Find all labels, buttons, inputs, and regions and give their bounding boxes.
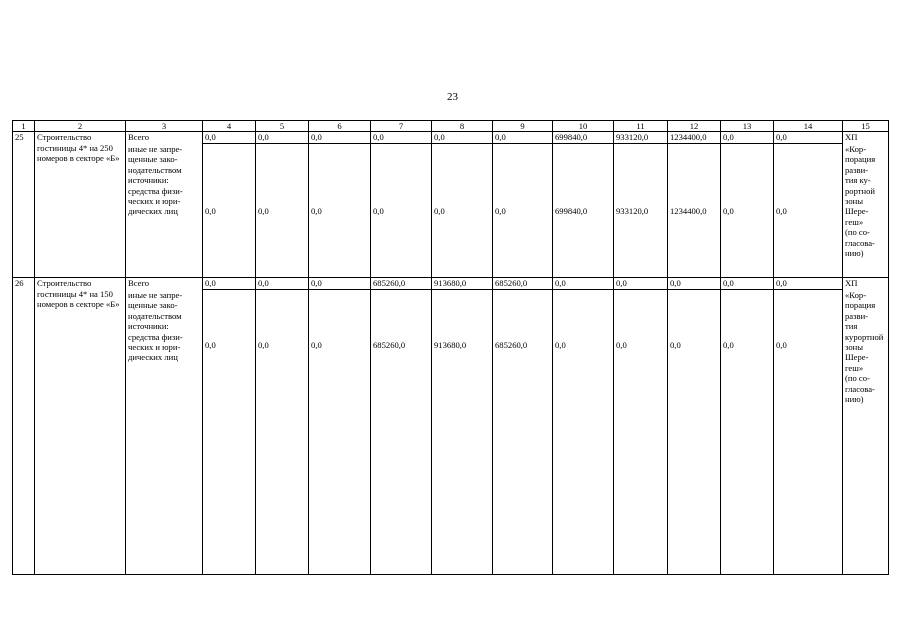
table-row xyxy=(13,144,889,278)
value-cell: 0,0 xyxy=(721,278,774,290)
measure-name: Строительство гостиницы 4* на 150 номеров в секторе «Б» xyxy=(35,278,126,575)
value-cell: 685260,0 xyxy=(493,290,553,575)
value-cell: 0,0 xyxy=(774,278,843,290)
value-cell: 0,0 xyxy=(553,278,614,290)
value-cell: 0,0 xyxy=(668,290,721,575)
value-cell: 0,0 xyxy=(614,278,668,290)
header-cell: 3 xyxy=(126,121,203,132)
header-cell: 6 xyxy=(309,121,371,132)
header-row xyxy=(13,121,889,132)
value-cell: 0,0 xyxy=(309,144,371,278)
value-cell: 685260,0 xyxy=(371,278,432,290)
value-cell: 1234400,0 xyxy=(668,132,721,144)
value-cell: 0,0 xyxy=(432,144,493,278)
table-row xyxy=(13,278,889,290)
value-cell: 0,0 xyxy=(721,290,774,575)
value-cell: 933120,0 xyxy=(614,144,668,278)
executor-body: «Кор- порация разви- тия ку- рортной зоны Шере- геш» (по со- гласова- нию) xyxy=(843,144,889,278)
value-cell: 0,0 xyxy=(493,132,553,144)
header-cell: 11 xyxy=(614,121,668,132)
value-cell: 0,0 xyxy=(256,278,309,290)
source-other-label: иные не запре-щенные зако-нодательством источники: средства физи-ческих и юри-дических лиц xyxy=(126,290,203,575)
header-cell: 12 xyxy=(668,121,721,132)
value-cell: 685260,0 xyxy=(493,278,553,290)
executor-body: «Кор- порация разви- тия курортной зоны Шере- геш» (по со- гласова- нию) xyxy=(843,290,889,575)
header-cell: 14 xyxy=(774,121,843,132)
value-cell: 0,0 xyxy=(256,144,309,278)
source-other-label: иные не запре-щенные зако-нодательством источники: средства физи-ческих и юри-дических лиц xyxy=(126,144,203,278)
value-cell: 0,0 xyxy=(203,290,256,575)
source-total-label: Всего xyxy=(126,132,203,144)
value-cell: 0,0 xyxy=(721,132,774,144)
header-cell: 7 xyxy=(371,121,432,132)
value-cell: 933120,0 xyxy=(614,132,668,144)
value-cell: 913680,0 xyxy=(432,290,493,575)
measure-name: Строительство гостиницы 4* на 250 номеров в секторе «Б» xyxy=(35,132,126,278)
value-cell: 0,0 xyxy=(203,132,256,144)
table-row xyxy=(13,132,889,144)
value-cell: 0,0 xyxy=(774,132,843,144)
value-cell: 699840,0 xyxy=(553,132,614,144)
value-cell: 0,0 xyxy=(614,290,668,575)
value-cell: 0,0 xyxy=(309,132,371,144)
executor-title: ХП xyxy=(843,132,889,144)
header-cell: 8 xyxy=(432,121,493,132)
header-cell: 13 xyxy=(721,121,774,132)
value-cell: 0,0 xyxy=(203,144,256,278)
value-cell: 0,0 xyxy=(432,132,493,144)
header-cell: 1 xyxy=(13,121,35,132)
source-total-label: Всего xyxy=(126,278,203,290)
header-cell: 4 xyxy=(203,121,256,132)
value-cell: 0,0 xyxy=(493,144,553,278)
value-cell: 685260,0 xyxy=(371,290,432,575)
row-number: 26 xyxy=(13,278,35,575)
executor-title: ХП xyxy=(843,278,889,290)
row-number: 25 xyxy=(13,132,35,278)
page-number: 23 xyxy=(447,91,458,103)
header-cell: 2 xyxy=(35,121,126,132)
value-cell: 0,0 xyxy=(371,132,432,144)
value-cell: 0,0 xyxy=(553,290,614,575)
value-cell: 0,0 xyxy=(774,144,843,278)
value-cell: 913680,0 xyxy=(432,278,493,290)
value-cell: 0,0 xyxy=(668,278,721,290)
value-cell: 0,0 xyxy=(256,132,309,144)
value-cell: 1234400,0 xyxy=(668,144,721,278)
header-cell: 15 xyxy=(843,121,889,132)
value-cell: 0,0 xyxy=(256,290,309,575)
value-cell: 0,0 xyxy=(371,144,432,278)
value-cell: 0,0 xyxy=(203,278,256,290)
value-cell: 0,0 xyxy=(721,144,774,278)
value-cell: 699840,0 xyxy=(553,144,614,278)
header-cell: 9 xyxy=(493,121,553,132)
value-cell: 0,0 xyxy=(774,290,843,575)
value-cell: 0,0 xyxy=(309,278,371,290)
program-table xyxy=(12,120,889,575)
header-cell: 10 xyxy=(553,121,614,132)
value-cell: 0,0 xyxy=(309,290,371,575)
table-row xyxy=(13,290,889,575)
header-cell: 5 xyxy=(256,121,309,132)
